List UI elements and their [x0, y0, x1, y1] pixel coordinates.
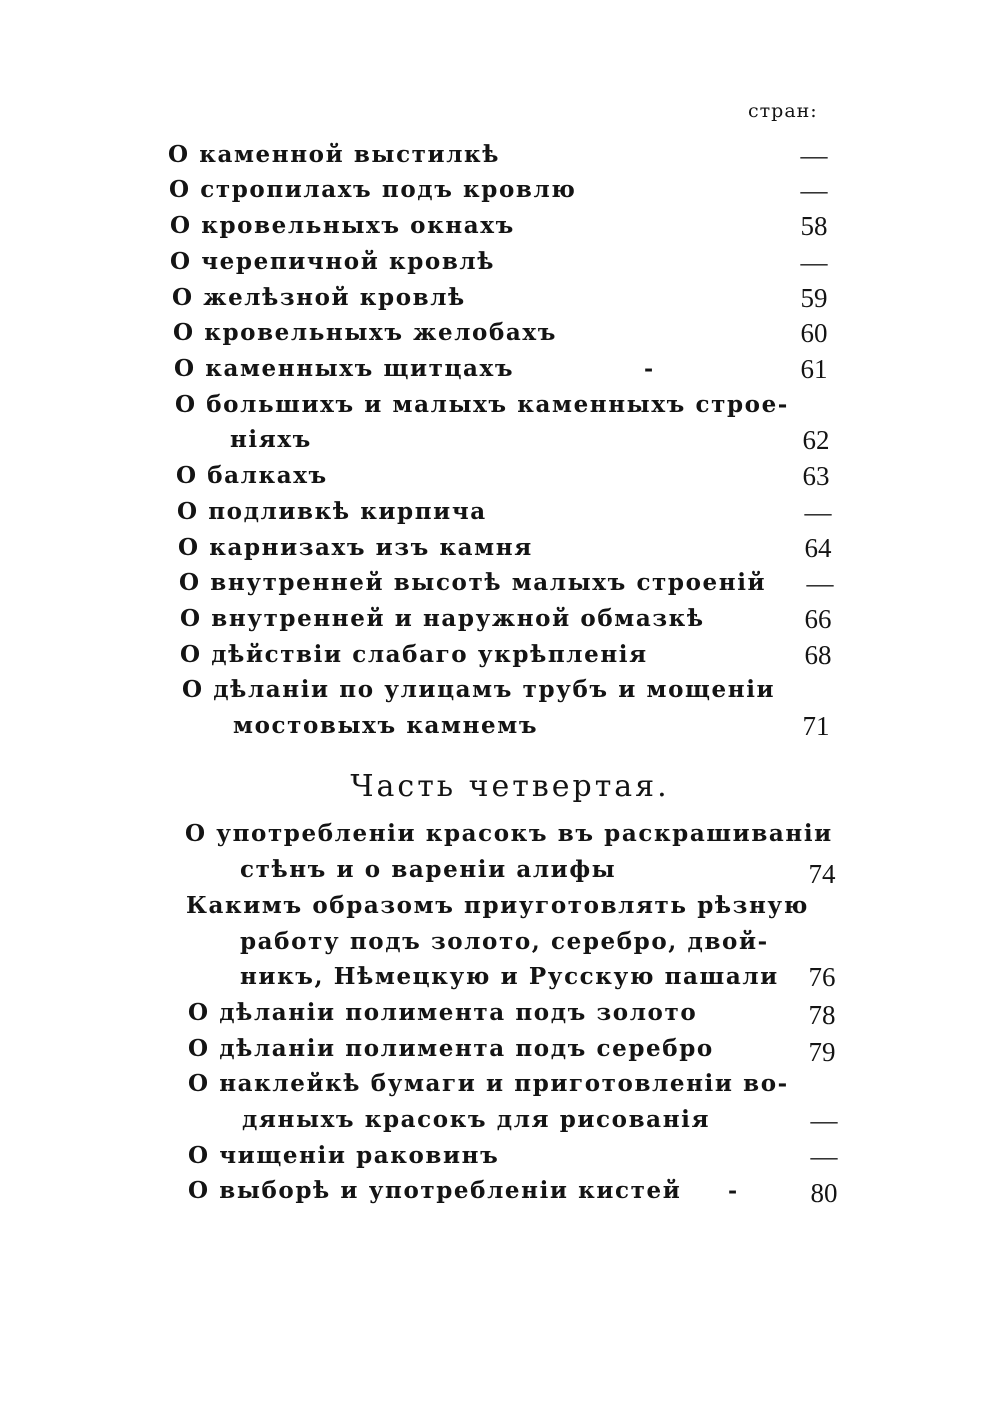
toc-entry-page: 80	[810, 1178, 838, 1208]
toc-entry-page: 59	[800, 283, 828, 313]
toc-entry-page: 79	[808, 1037, 836, 1067]
toc-entry-text: О дѣйствіи слабаго укрѣпленія	[180, 641, 648, 668]
toc-entry-text: работу подъ золото, серебро, двой-	[240, 928, 769, 955]
toc-entry-page: 58	[800, 211, 828, 241]
toc-entry-text: О чищеніи раковинъ	[188, 1142, 500, 1169]
toc-entry-text: О черепичной кровлѣ	[170, 248, 495, 275]
toc-entry-text: О внутренней высотѣ малыхъ строеній	[179, 569, 767, 596]
toc-entry-text: О балкахъ	[176, 462, 328, 489]
toc-entry-text: О желѣзной кровлѣ	[172, 284, 466, 311]
toc-entry-text: дяныхъ красокъ для рисованія	[242, 1106, 711, 1133]
toc-entry-text: мостовыхъ камнемъ	[233, 712, 539, 739]
toc-entry-page: 64	[804, 533, 832, 563]
toc-entry-text: никъ, Нѣмецкую и Русскую пашали	[240, 963, 779, 990]
leader-dot: -	[644, 356, 654, 382]
toc-entry-page: 76	[808, 962, 836, 992]
toc-entry-text: О подливкѣ кирпича	[177, 498, 487, 525]
toc-entry-page: —	[804, 497, 832, 527]
toc-entry-text: О выборѣ и употребленіи кистей	[188, 1177, 682, 1204]
toc-entry-text: О наклейкѣ бумаги и приготовленіи во-	[188, 1070, 789, 1097]
toc-entry-page: —	[810, 1141, 838, 1171]
toc-entry-page: 61	[800, 354, 828, 384]
toc-entry-text: О дѣланіи полимента подъ серебро	[188, 1035, 714, 1062]
toc-entry-page: —	[800, 175, 828, 205]
toc-entry-page: 71	[802, 711, 830, 741]
toc-entry-text: О карнизахъ изъ камня	[178, 534, 533, 561]
section-heading: Часть четвертая.	[350, 769, 670, 804]
toc-entry-text: Какимъ образомъ приуготовлять рѣзную	[186, 892, 809, 919]
toc-entry-page: 66	[804, 604, 832, 634]
toc-entry-text: О стропилахъ подъ кровлю	[169, 176, 577, 203]
toc-entry-page: —	[810, 1105, 838, 1135]
toc-entry-page: 63	[802, 461, 830, 491]
toc-entry-text: О дѣланіи по улицамъ трубъ и мощеніи	[182, 676, 776, 703]
toc-entry-page: —	[800, 247, 828, 277]
leader-dot: -	[728, 1178, 738, 1204]
toc-entry-page: 60	[800, 318, 828, 348]
toc-entry-text: стѣнъ и о вареніи алифы	[240, 856, 617, 883]
toc-entry-text: О кровельныхъ желобахъ	[173, 319, 557, 346]
toc-entry-page: —	[806, 568, 834, 598]
toc-entry-page: 78	[808, 1000, 836, 1030]
toc-entry-page: —	[800, 140, 828, 170]
toc-entry-page: 62	[802, 425, 830, 455]
toc-entry-text: О большихъ и малыхъ каменныхъ строе-	[175, 391, 789, 418]
toc-entry-text: О употребленіи красокъ въ раскрашиваніи	[185, 820, 833, 847]
toc-entry-text: О дѣланіи полимента подъ золото	[188, 999, 698, 1026]
toc-entry-text: О каменныхъ щитцахъ	[174, 355, 515, 382]
toc-entry-text: О каменной выстилкѣ	[168, 141, 500, 168]
toc-entry-text: ніяхъ	[230, 426, 312, 453]
page-column-label: стран:	[748, 100, 818, 122]
toc-entry-page: 74	[808, 859, 836, 889]
toc-entry-text: О внутренней и наружной обмазкѣ	[180, 605, 705, 632]
toc-entry-page: 68	[804, 640, 832, 670]
toc-entry-text: О кровельныхъ окнахъ	[170, 212, 515, 239]
